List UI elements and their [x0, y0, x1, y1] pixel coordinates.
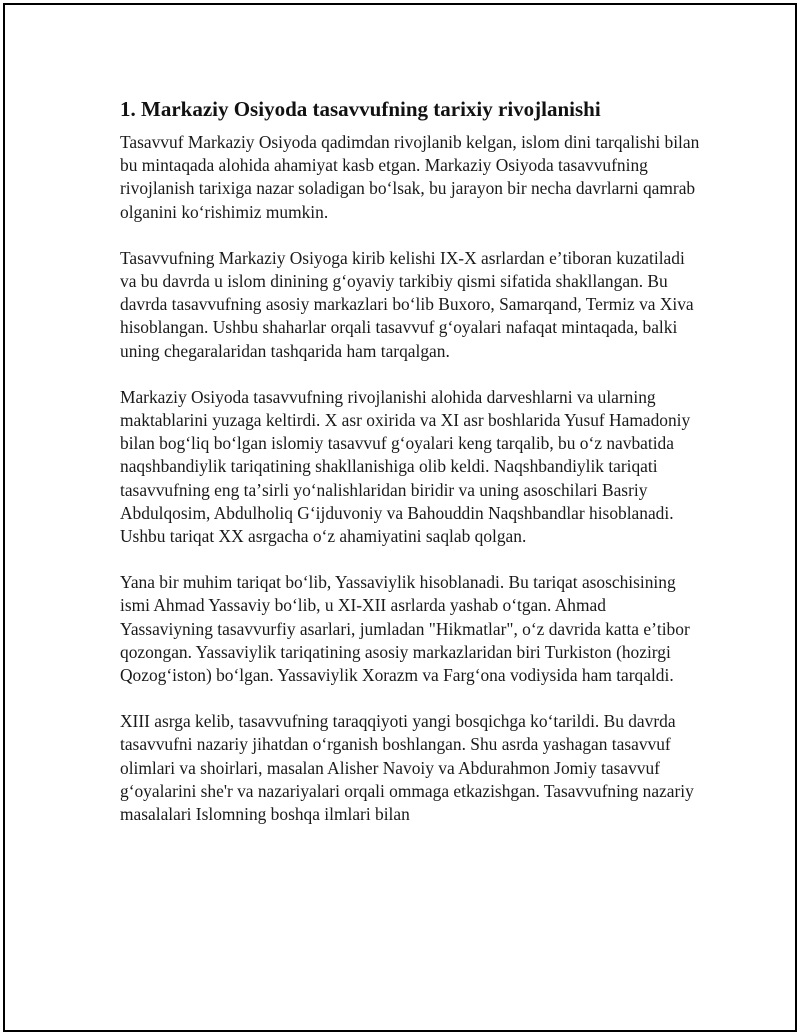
- paragraph-3: Markaziy Osiyoda tasavvufning rivojlanishi alohida darveshlarni va ularning maktablarini yuzaga keltirdi. X asr oxirida va XI asr boshlarida Yusuf Hamadoniy bilan bogʻliq boʻlgan islomiy tasavvuf gʻoyalari keng tarqalib, bu oʻz navbatida naqshbandiylik tariqatining shakllanishiga olib keldi. Naqshbandiylik tariqati tasavvufning eng taʼsirli yoʻnalishlaridan biridir va uning asoschilari Basriy Abdulqosim, Abdulholiq Gʻijduvoniy va Bahouddin Naqshbandlar hisoblanadi. Ushbu tariqat XX asrgacha oʻz ahamiyatini saqlab qolgan.: [120, 386, 691, 547]
- page-frame: [3, 3, 797, 1032]
- paragraph-1: Tasavvuf Markaziy Osiyoda qadimdan rivojlanib kelgan, islom dini tarqalishi bilan bu mintaqada alohida ahamiyat kasb etgan. Markaziy Osiyoda tasavvufning rivojlanish tarixiga nazar soladigan boʻlsak, bu jarayon bir necha davrlarni qamrab olganini koʻrishimiz mumkin.: [120, 132, 700, 222]
- paragraph-2: Tasavvufning Markaziy Osiyoga kirib kelishi IX-X asrlardan eʼtiboran kuzatiladi va bu davrda u islom dinining gʻoyaviy tarkibiy qismi sifatida shakllangan. Bu davrda tasavvufning asosiy markazlari boʻlib Buxoro, Samarqand, Termiz va Xiva hisoblangan. Ushbu shaharlar orqali tasavvuf gʻoyalari nafaqat mintaqada, balki uning chegaralaridan tashqarida ham tarqalgan.: [120, 247, 694, 361]
- page-title: 1. Markaziy Osiyoda tasavvufning tarixiy rivojlanishi: [120, 97, 601, 121]
- paragraph-5: XIII asrga kelib, tasavvufning taraqqiyoti yangi bosqichga koʻtarildi. Bu davrda tasavvufni nazariy jihatdan oʻrganish boshlangan. Shu asrda yashagan tasavvuf olimlari va shoirlari, masalan Alisher Navoiy va Abdurahmon Jomiy tasavvuf gʻoyalarini she'r va nazariyalari orqali ommaga etkazishgan. Tasavvufning nazariy masalalari Islomning boshqa ilmlari bilan: [120, 711, 694, 825]
- document-body: [120, 95, 700, 826]
- paragraph-4: Yana bir muhim tariqat boʻlib, Yassaviylik hisoblanadi. Bu tariqat asoschisining ismi Ahmad Yassaviy boʻlib, u XI-XII asrlarda yashab oʻtgan. Ahmad Yassaviyning tasavvurfiy asarlari, jumladan "Hikmatlar", oʻz davrida katta eʼtibor qozongan. Yassaviylik tariqatining asosiy markazlaridan biri Turkiston (hozirgi Qozogʻiston) boʻlgan. Yassaviylik Xorazm va Fargʻona vodiysida ham tarqaldi.: [120, 572, 690, 686]
